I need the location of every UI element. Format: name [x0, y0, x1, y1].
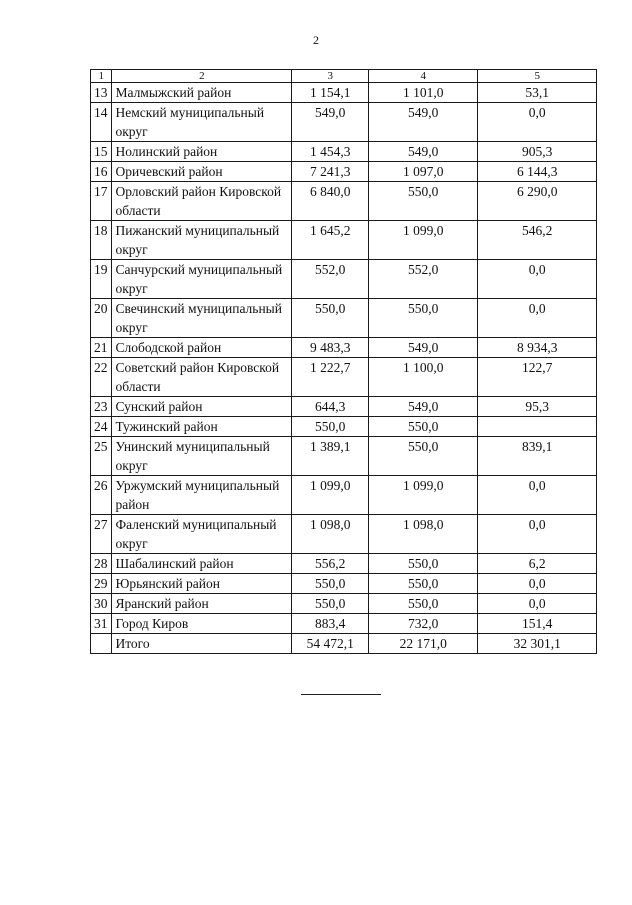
district-name-cell: Орловский район Кировской области [112, 182, 292, 221]
value-col3-cell: 6 840,0 [292, 182, 369, 221]
row-number-cell: 24 [91, 417, 112, 437]
district-name-cell: Тужинский район [112, 417, 292, 437]
value-col3-cell: 883,4 [292, 614, 369, 634]
value-col5-cell: 0,0 [478, 476, 597, 515]
table-row [91, 417, 597, 437]
value-col4-cell: 550,0 [369, 299, 478, 338]
column-header-4: 4 [369, 70, 478, 83]
column-header-1: 1 [91, 70, 112, 83]
total-row [91, 634, 597, 654]
value-col4-cell: 549,0 [369, 103, 478, 142]
table-row [91, 574, 597, 594]
value-col4-cell: 550,0 [369, 574, 478, 594]
value-col5-cell: 0,0 [478, 260, 597, 299]
value-col3-cell: 54 472,1 [292, 634, 369, 654]
row-number-cell: 20 [91, 299, 112, 338]
district-name-cell: Фаленский муниципальный округ [112, 515, 292, 554]
district-name-cell: Унинский муниципальный округ [112, 437, 292, 476]
district-name-cell: Оричевский район [112, 162, 292, 182]
district-name-cell: Шабалинский район [112, 554, 292, 574]
district-name-cell: Малмыжский район [112, 83, 292, 103]
row-number-cell: 21 [91, 338, 112, 358]
value-col4-cell: 1 098,0 [369, 515, 478, 554]
row-number-cell: 14 [91, 103, 112, 142]
table-row [91, 260, 597, 299]
table-row [91, 182, 597, 221]
value-col3-cell: 550,0 [292, 574, 369, 594]
value-col3-cell: 1 154,1 [292, 83, 369, 103]
district-name-cell: Санчурский муниципальный округ [112, 260, 292, 299]
column-header-2: 2 [112, 70, 292, 83]
table-row [91, 299, 597, 338]
row-number-cell: 26 [91, 476, 112, 515]
value-col5-cell: 95,3 [478, 397, 597, 417]
value-col4-cell: 550,0 [369, 182, 478, 221]
value-col3-cell: 1 389,1 [292, 437, 369, 476]
district-name-cell: Юрьянский район [112, 574, 292, 594]
row-number-cell: 13 [91, 83, 112, 103]
value-col4-cell: 732,0 [369, 614, 478, 634]
table-row [91, 397, 597, 417]
table-row [91, 142, 597, 162]
value-col4-cell: 1 099,0 [369, 221, 478, 260]
district-name-cell: Немский муниципальный округ [112, 103, 292, 142]
value-col3-cell: 644,3 [292, 397, 369, 417]
value-col4-cell: 1 101,0 [369, 83, 478, 103]
value-col4-cell: 549,0 [369, 397, 478, 417]
value-col4-cell: 550,0 [369, 554, 478, 574]
value-col4-cell: 549,0 [369, 338, 478, 358]
district-name-cell: Уржумский муниципальный район [112, 476, 292, 515]
value-col5-cell: 8 934,3 [478, 338, 597, 358]
row-number-cell: 25 [91, 437, 112, 476]
row-number-cell: 31 [91, 614, 112, 634]
row-number-cell: 23 [91, 397, 112, 417]
value-col3-cell: 1 645,2 [292, 221, 369, 260]
value-col3-cell: 7 241,3 [292, 162, 369, 182]
district-name-cell: Пижанский муниципальный округ [112, 221, 292, 260]
value-col4-cell: 1 099,0 [369, 476, 478, 515]
value-col4-cell: 550,0 [369, 594, 478, 614]
table-body [91, 83, 597, 654]
district-name-cell: Советский район Кировской области [112, 358, 292, 397]
value-col3-cell: 1 098,0 [292, 515, 369, 554]
row-number-cell: 29 [91, 574, 112, 594]
table-row [91, 594, 597, 614]
row-number-cell: 30 [91, 594, 112, 614]
value-col5-cell: 0,0 [478, 103, 597, 142]
district-name-cell: Город Киров [112, 614, 292, 634]
value-col5-cell: 6 144,3 [478, 162, 597, 182]
row-number-cell: 27 [91, 515, 112, 554]
table-row [91, 614, 597, 634]
value-col5-cell: 546,2 [478, 221, 597, 260]
value-col5-cell: 6 290,0 [478, 182, 597, 221]
table-row [91, 554, 597, 574]
value-col3-cell: 1 222,7 [292, 358, 369, 397]
table-row [91, 221, 597, 260]
value-col5-cell: 53,1 [478, 83, 597, 103]
value-col4-cell: 22 171,0 [369, 634, 478, 654]
value-col5-cell: 122,7 [478, 358, 597, 397]
allocation-table [90, 69, 597, 654]
row-number-cell: 22 [91, 358, 112, 397]
table-row [91, 476, 597, 515]
district-name-cell: Нолинский район [112, 142, 292, 162]
table-row [91, 162, 597, 182]
table-row [91, 515, 597, 554]
page-number: 2 [313, 33, 319, 47]
table-row [91, 358, 597, 397]
column-header-3: 3 [292, 70, 369, 83]
value-col5-cell: 0,0 [478, 515, 597, 554]
row-number-cell: 19 [91, 260, 112, 299]
value-col4-cell: 552,0 [369, 260, 478, 299]
value-col4-cell: 1 100,0 [369, 358, 478, 397]
table-row [91, 83, 597, 103]
value-col4-cell: 549,0 [369, 142, 478, 162]
row-number-cell: 17 [91, 182, 112, 221]
row-number-cell [91, 634, 112, 654]
row-number-cell: 28 [91, 554, 112, 574]
value-col5-cell: 0,0 [478, 574, 597, 594]
value-col5-cell: 151,4 [478, 614, 597, 634]
value-col4-cell: 550,0 [369, 417, 478, 437]
end-divider-line [301, 694, 381, 695]
row-number-cell: 18 [91, 221, 112, 260]
value-col3-cell: 549,0 [292, 103, 369, 142]
value-col3-cell: 556,2 [292, 554, 369, 574]
district-name-cell: Яранский район [112, 594, 292, 614]
value-col5-cell: 839,1 [478, 437, 597, 476]
value-col4-cell: 550,0 [369, 437, 478, 476]
value-col3-cell: 550,0 [292, 594, 369, 614]
value-col3-cell: 552,0 [292, 260, 369, 299]
value-col5-cell: 0,0 [478, 594, 597, 614]
value-col3-cell: 550,0 [292, 299, 369, 338]
value-col3-cell: 1 454,3 [292, 142, 369, 162]
value-col3-cell: 9 483,3 [292, 338, 369, 358]
column-header-5: 5 [478, 70, 597, 83]
table-row [91, 338, 597, 358]
row-number-cell: 16 [91, 162, 112, 182]
district-name-cell: Итого [112, 634, 292, 654]
district-name-cell: Свечинский муниципальный округ [112, 299, 292, 338]
table-row [91, 437, 597, 476]
district-name-cell: Слободской район [112, 338, 292, 358]
value-col5-cell: 32 301,1 [478, 634, 597, 654]
value-col5-cell: 905,3 [478, 142, 597, 162]
value-col5-cell: 0,0 [478, 299, 597, 338]
value-col5-cell: 6,2 [478, 554, 597, 574]
table-header-row [91, 70, 597, 83]
row-number-cell: 15 [91, 142, 112, 162]
value-col5-cell [478, 417, 597, 437]
value-col3-cell: 1 099,0 [292, 476, 369, 515]
value-col4-cell: 1 097,0 [369, 162, 478, 182]
district-name-cell: Сунский район [112, 397, 292, 417]
table-row [91, 103, 597, 142]
value-col3-cell: 550,0 [292, 417, 369, 437]
